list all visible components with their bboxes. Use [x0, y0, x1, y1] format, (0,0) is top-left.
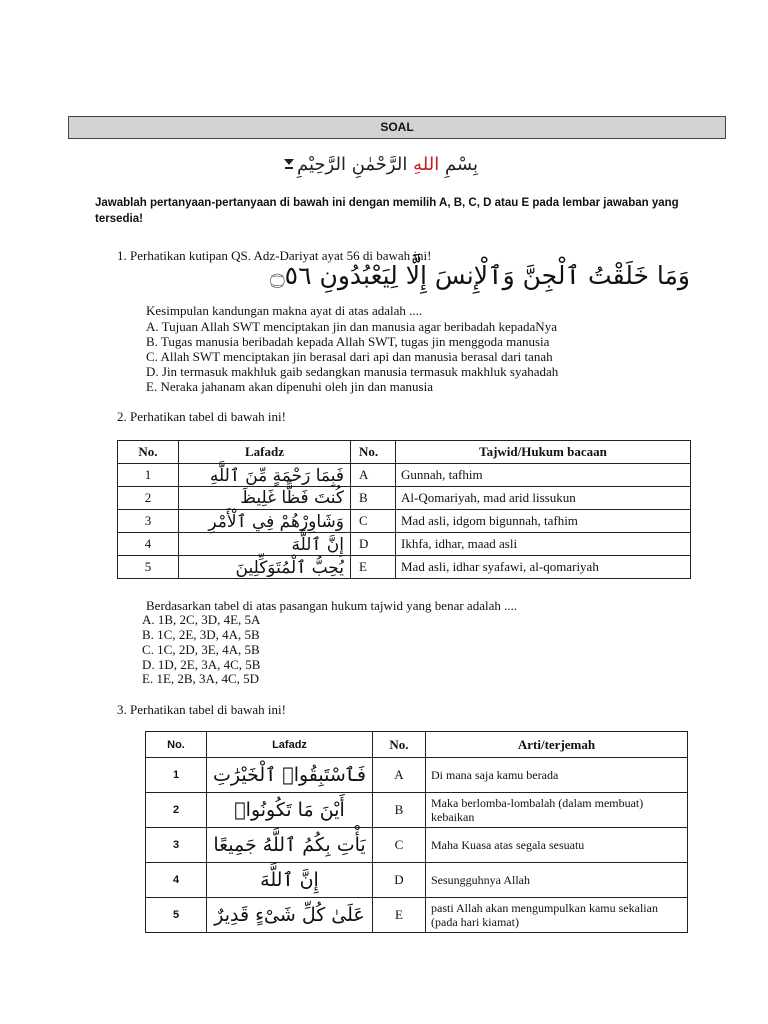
row-code: C [351, 510, 396, 533]
row-lafadz: يُحِبُّ ٱلْمُتَوَكِّلِينَ [179, 556, 351, 579]
row-code: E [351, 556, 396, 579]
section-title-bar [68, 116, 726, 139]
q1-prompt: 1. Perhatikan kutipan QS. Adz-Dariyat ayat 56 di bawah ini! [117, 248, 432, 263]
row-no: 4 [146, 863, 207, 898]
row-no: 5 [146, 898, 207, 933]
header-no2: No. [351, 441, 396, 464]
instruction-text: Jawablah pertanyaan-pertanyaan di bawah ini dengan memilih A, B, C, D atau E pada lembar jawaban yang tersedia! [95, 197, 679, 225]
row-lafadz: وَشَاوِرْهُمْ فِي ٱلْأَمْرِ [179, 510, 351, 533]
table-row [146, 758, 688, 793]
row-lafadz: إِنَّ ٱللَّهَ [179, 533, 351, 556]
q3-prompt: 3. Perhatikan tabel di bawah ini! [117, 702, 286, 717]
row-arti: Maha Kuasa atas segala sesuatu [426, 828, 688, 863]
row-lafadz: عَلَىٰ كُلِّ شَىْءٍ قَدِيرٌ [207, 898, 373, 933]
q1-stem: Kesimpulan kandungan makna ayat di atas adalah .... [146, 303, 423, 318]
q1-arabic-verse: وَمَا خَلَقْتُ ٱلْجِنَّ وَٱلْإِنسَ إِلَّا لِيَعْبُدُونِ ۝٥٦ [270, 261, 690, 290]
table-row [118, 533, 691, 556]
q2-prompt: 2. Perhatikan tabel di bawah ini! [117, 409, 286, 424]
row-code: C [373, 828, 426, 863]
table-row [146, 863, 688, 898]
table-row [118, 464, 691, 487]
row-lafadz: فَبِمَا رَحْمَةٍ مِّنَ ٱللَّهِ [179, 464, 351, 487]
q2-option-e[interactable]: E. 1E, 2B, 3A, 4C, 5D [142, 671, 259, 686]
table-row [146, 793, 688, 828]
row-no: 4 [118, 533, 179, 556]
row-code: D [351, 533, 396, 556]
row-no: 5 [118, 556, 179, 579]
row-hukum: Mad asli, idhar syafawi, al-qomariyah [396, 556, 691, 579]
header-no: No. [118, 441, 179, 464]
q2-option-c[interactable]: C. 1C, 2D, 3E, 4A, 5B [142, 642, 260, 657]
row-code: E [373, 898, 426, 933]
basmala-part1: بِسْمِ [444, 154, 478, 175]
q3-arti-table [145, 731, 688, 933]
basmala-part2: الرَّحْمٰنِ الرَّحِيْمِ [297, 154, 408, 175]
row-code: B [373, 793, 426, 828]
row-arti: Sesungguhnya Allah [426, 863, 688, 898]
row-lafadz: يَأْتِ بِكُمُ ٱللَّهُ جَمِيعًا [207, 828, 373, 863]
q1-option-a[interactable]: A. Tujuan Allah SWT menciptakan jin dan manusia agar beribadah kepadaNya [146, 319, 557, 334]
header-arti: Arti/terjemah [426, 732, 688, 758]
table-header-row [118, 441, 691, 464]
row-hukum: Mad asli, idgom bigunnah, tafhim [396, 510, 691, 533]
q2-option-b[interactable]: B. 1C, 2E, 3D, 4A, 5B [142, 627, 260, 642]
row-lafadz: إِنَّ ٱللَّهَ [207, 863, 373, 898]
q2-tajwid-table [117, 440, 691, 579]
header-no: No. [146, 732, 207, 758]
q2-stem: Berdasarkan tabel di atas pasangan hukum tajwid yang benar adalah .... [146, 598, 518, 613]
section-title: SOAL [380, 120, 414, 134]
table-row [146, 828, 688, 863]
table-row [146, 898, 688, 933]
row-code: A [373, 758, 426, 793]
q1-option-c[interactable]: C. Allah SWT menciptakan jin berasal dari api dan manusia berasal dari tanah [146, 349, 553, 364]
row-hukum: Gunnah, tafhim [396, 464, 691, 487]
header-lafadz: Lafadz [207, 732, 373, 758]
q1-option-d[interactable]: D. Jin termasuk makhluk gaib sedangkan manusia termasuk makhluk syahadah [146, 364, 559, 379]
basmala-calligraphy [270, 150, 505, 180]
basmala-allah: اللهِ [413, 154, 440, 175]
q2-option-d[interactable]: D. 1D, 2E, 3A, 4C, 5B [142, 657, 261, 672]
table-header-row [146, 732, 688, 758]
q1-option-b[interactable]: B. Tugas manusia beribadah kepada Allah SWT, tugas jin menggoda manusia [146, 334, 550, 349]
row-hukum: Ikhfa, idhar, maad asli [396, 533, 691, 556]
row-no: 3 [118, 510, 179, 533]
row-no: 2 [118, 487, 179, 510]
q1-option-e[interactable]: E. Neraka jahanam akan dipenuhi oleh jin dan manusia [146, 379, 433, 394]
table-row [118, 487, 691, 510]
row-lafadz: فَٱسْتَبِقُوا۟ ٱلْخَيْرَٰتِ [207, 758, 373, 793]
row-no: 1 [118, 464, 179, 487]
q2-option-a[interactable]: A. 1B, 2C, 3D, 4E, 5A [142, 612, 261, 627]
row-no: 2 [146, 793, 207, 828]
table-row [118, 510, 691, 533]
header-no2: No. [373, 732, 426, 758]
table-row [118, 556, 691, 579]
header-lafadz: Lafadz [179, 441, 351, 464]
row-hukum: Al-Qomariyah, mad arid lissukun [396, 487, 691, 510]
header-hukum: Tajwid/Hukum bacaan [396, 441, 691, 464]
row-code: D [373, 863, 426, 898]
row-arti: Di mana saja kamu berada [426, 758, 688, 793]
row-arti: pasti Allah akan mengumpulkan kamu sekalian (pada hari kiamat) [426, 898, 688, 933]
row-code: A [351, 464, 396, 487]
row-arti: Maka berlomba-lombalah (dalam membuat) kebaikan [426, 793, 688, 828]
row-no: 1 [146, 758, 207, 793]
row-no: 3 [146, 828, 207, 863]
row-lafadz: كُنتَ فَظًّا غَلِيظَ [179, 487, 351, 510]
row-code: B [351, 487, 396, 510]
row-lafadz: أَيْنَ مَا تَكُونُوا۟ [207, 793, 373, 828]
